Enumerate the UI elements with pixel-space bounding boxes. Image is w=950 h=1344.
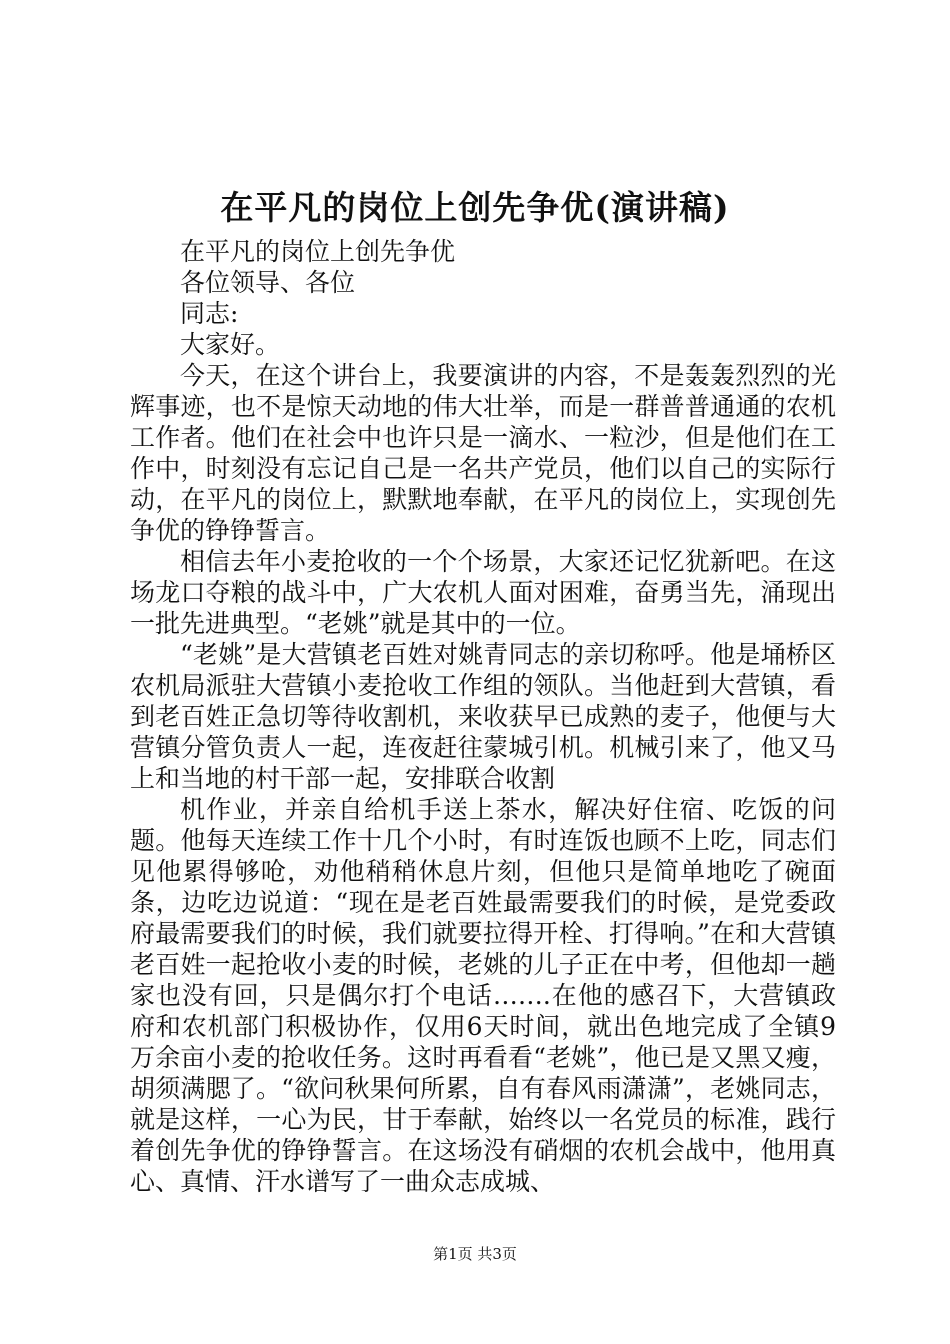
paragraph: 在平凡的岗位上创先争优	[180, 237, 456, 266]
paragraph: 今天，在这个讲台上，我要演讲的内容，不是轰轰烈烈的光辉事迹，也不是惊天动地的伟大壮举，而是一群普普通通的农机工作者。他们在社会中也许只是一滴水、一粒沙，但是他们在工作中，时刻没有忘记自己是一名共产党员，他们以自己的实际行动，在平凡的岗位上，默默地奉献，在平凡的岗位上，实现创先争优的铮铮誓言。	[130, 361, 836, 545]
page-footer: 第1页 共3页	[433, 1245, 517, 1263]
paragraph: 大家好。	[180, 330, 281, 359]
paragraph: 各位领导、各位	[180, 268, 356, 297]
document-body	[130, 236, 836, 1197]
paragraph: “老姚”是大营镇老百姓对姚青同志的亲切称呼。他是埇桥区农机局派驻大营镇小麦抢收工作组的领队。当他赶到大营镇，看到老百姓正急切等待收割机，来收获早已成熟的麦子，他便与大营镇分管负责人一起，连夜赶往蒙城引机。机械引来了，他又马上和当地的村干部一起，安排联合收割	[130, 640, 836, 793]
document-title: 在平凡的岗位上创先争优(演讲稿)	[220, 188, 730, 227]
paragraph: 相信去年小麦抢收的一个个场景，大家还记忆犹新吧。在这场龙口夺粮的战斗中，广大农机人面对困难，奋勇当先，涌现出一批先进典型。“老姚”就是其中的一位。	[130, 547, 836, 638]
paragraph: 机作业，并亲自给机手送上茶水，解决好住宿、吃饭的问题。他每天连续工作十几个小时，有时连饭也顾不上吃，同志们见他累得够呛，劝他稍稍休息片刻，但他只是简单地吃了碗面条，边吃边说道：“现在是老百姓最需要我们的时候，是党委政府最需要我们的时候，我们就要拉得开栓、打得响。”在和大营镇老百姓一起抢收小麦的时候，老姚的儿子正在中考，但他却一趟家也没有回，只是偶尔打个电话…….在他的感召下，大营镇政府和农机部门积极协作，仅用6天时间，就出色地完成了全镇9万余亩小麦的抢收任务。这时再看看“老姚”，他已是又黑又瘦，胡须满腮了。“欲问秋果何所累，自有春风雨潇潇”，老姚同志，就是这样，一心为民，甘于奉献，始终以一名党员的标准，践行着创先争优的铮铮誓言。在这场没有硝烟的农机会战中，他用真心、真情、汗水谱写了一曲众志成城、	[130, 795, 836, 1196]
paragraph: 同志:	[180, 299, 239, 328]
